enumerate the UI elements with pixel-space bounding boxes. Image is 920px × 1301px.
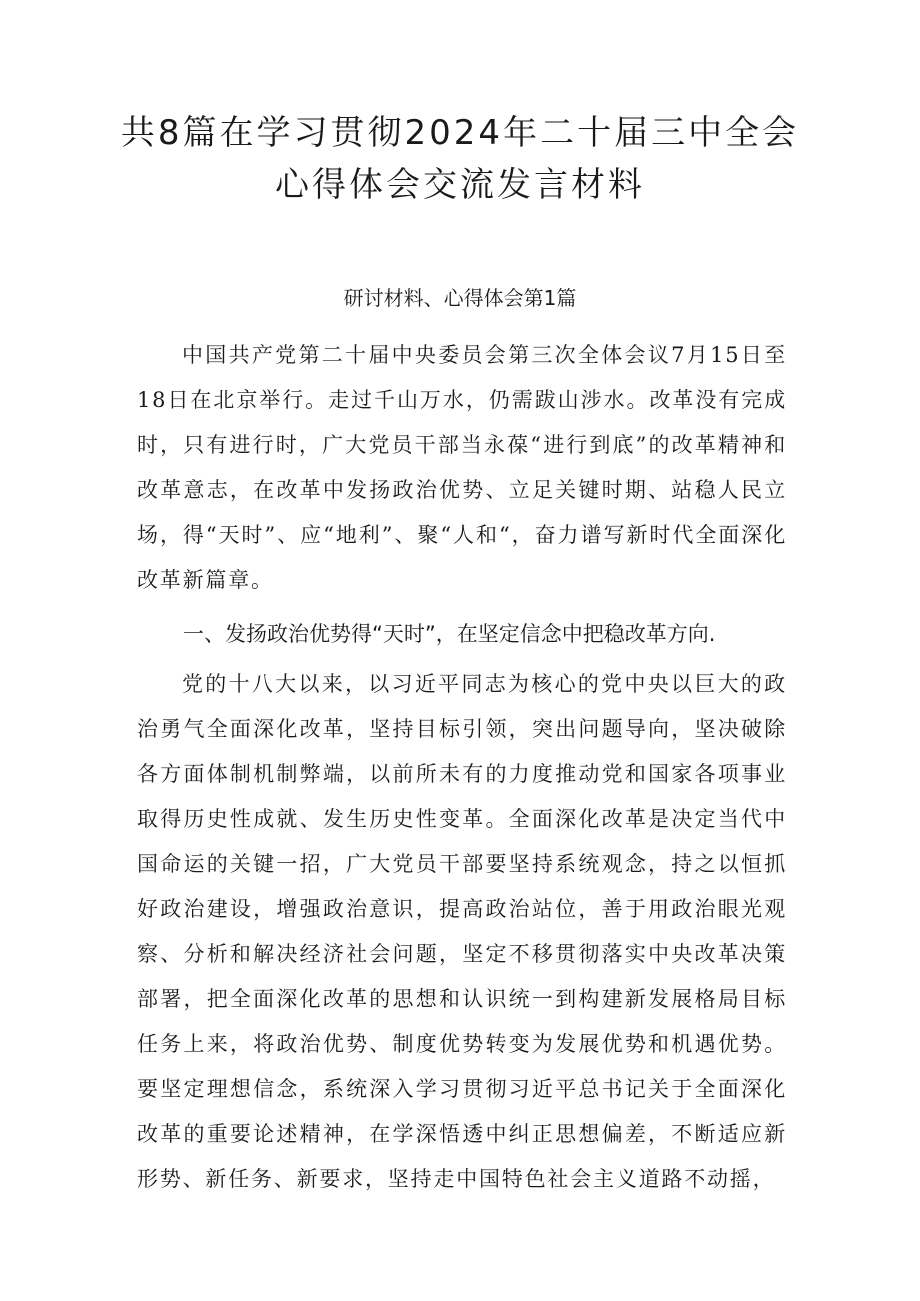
- article-subheading: 研讨材料、心得体会第1篇: [343, 286, 577, 310]
- paragraph-intro: 中国共产党第二十届中央委员会第三次全体会议7月15日至18日在北京举行。走过千山万水，仍需跋山涉水。改革没有完成时，只有进行时，广大党员干部当永葆“进行到底”的改革精神和改革意志，在改革中发扬政治优势、立足关键时期、站稳人民立场，得“天时”、应“地利”、聚“人和“，奋力谱写新时代全面深化改革新篇章。: [137, 343, 787, 592]
- document-title-line-1: 共8篇在学习贯彻2024年二十届三中全会: [120, 113, 800, 153]
- paragraph-section-1: 党的十八大以来，以习近平同志为核心的党中央以巨大的政治勇气全面深化改革，坚持目标引领，突出问题导向，坚决破除各方面体制机制弊端，以前所未有的力度推动党和国家各项事业取得历史性成就、发生历史性变革。全面深化改革是决定当代中国命运的关键一招，广大党员干部要坚持系统观念，持之以恒抓好政治建设，增强政治意识，提高政治站位，善于用政治眼光观察、分析和解决经济社会问题，坚定不移贯彻落实中央改革决策部署，把全面深化改革的思想和认识统一到构建新发展格局目标任务上来，将政治优势、制度优势转变为发展优势和机遇优势。要坚定理想信念，系统深入学习贯彻习近平总书记关于全面深化改革的重要论述精神，在学深悟透中纠正思想偏差，不断适应新形势、新任务、新要求，坚持走中国特色社会主义道路不动摇，: [137, 672, 787, 1191]
- section-heading-1: 一、发扬政治优势得“天时”，在坚定信念中把稳改革方向.: [183, 622, 716, 646]
- document-title-line-2: 心得体会交流发言材料: [275, 165, 645, 205]
